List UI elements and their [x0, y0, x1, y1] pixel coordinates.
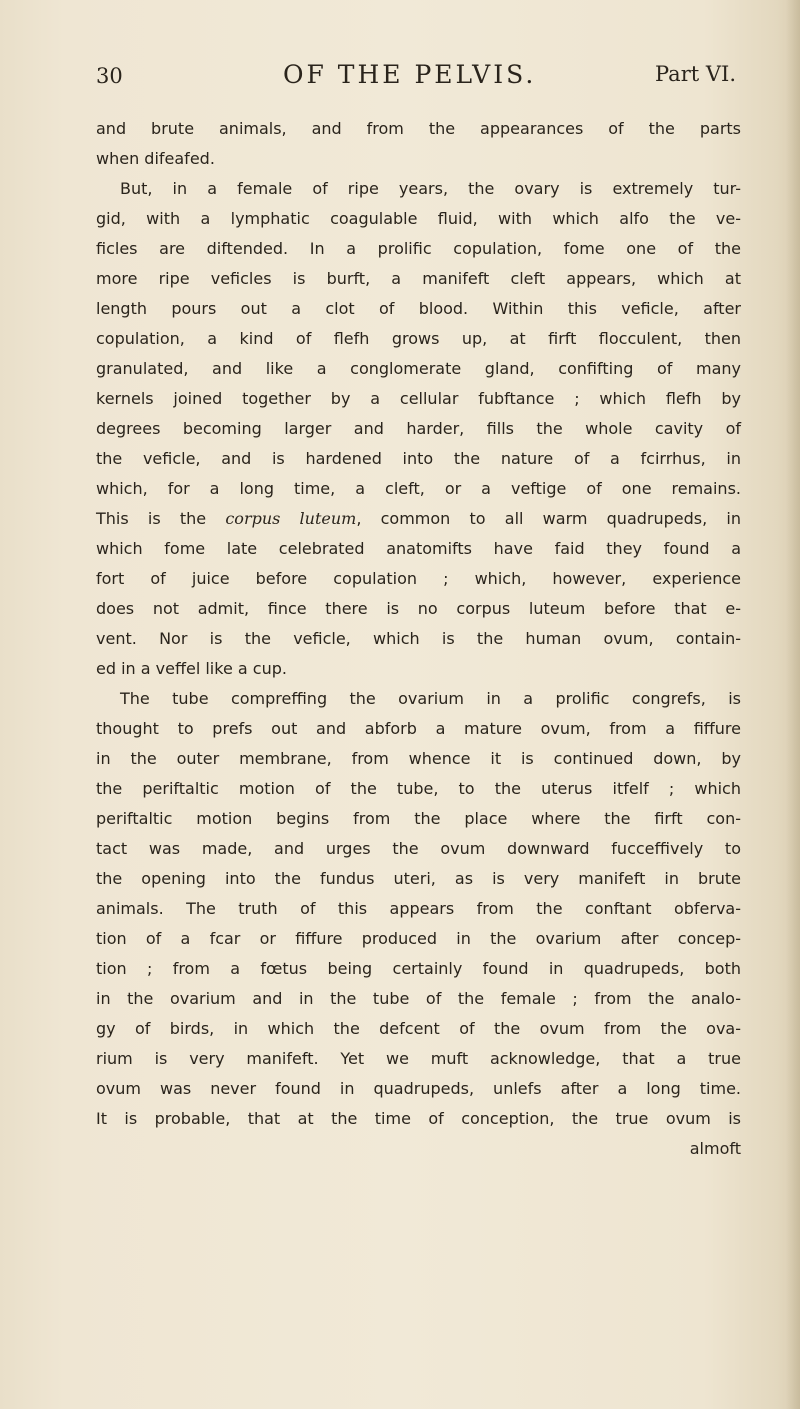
- text-line: length pours out a clot of blood. Within this veficle, after: [96, 299, 741, 318]
- text-line: tact was made, and urges the ovum downward fucceffively to: [96, 839, 741, 858]
- text-line: gid, with a lymphatic coagulable fluid, with which alfo the ve-: [96, 209, 741, 228]
- text-line: the periftaltic motion of the tube, to the uterus itfelf ; which: [96, 779, 741, 798]
- text-line: granulated, and like a conglomerate gland, confifting of many: [96, 359, 741, 378]
- text-line: gy of birds, in which the defcent of the ovum from the ova-: [96, 1019, 741, 1038]
- italic-term: corpus luteum: [225, 509, 357, 528]
- text-line: But, in a female of ripe years, the ovary is extremely tur-: [120, 179, 741, 198]
- text-line: animals. The truth of this appears from the conftant obferva-: [96, 899, 741, 918]
- page-edge-shadow: [786, 0, 800, 1409]
- part-label: Part VI.: [655, 62, 736, 86]
- text-line: ficles are diftended. In a prolific copulation, fome one of the: [96, 239, 741, 258]
- page-number: 30: [96, 64, 123, 88]
- text-line: and brute animals, and from the appearances of the parts: [96, 119, 741, 138]
- text-line: rium is very manifeft. Yet we muft acknowledge, that a true: [96, 1049, 741, 1068]
- text-line: [96, 504, 741, 534]
- text-segment: , common to all warm quadrupeds, in: [356, 509, 741, 528]
- text-line: ovum was never found in quadrupeds, unlefs after a long time.: [96, 1079, 741, 1098]
- text-line: which, for a long time, a cleft, or a veftige of one remains.: [96, 479, 741, 498]
- text-line: thought to prefs out and abforb a mature ovum, from a fiffure: [96, 719, 741, 738]
- text-line: kernels joined together by a cellular fubftance ; which flefh by: [96, 389, 741, 408]
- text-line: vent. Nor is the veficle, which is the human ovum, contain-: [96, 629, 741, 648]
- text-segment: This is the: [96, 509, 226, 528]
- text-line: tion of a fcar or fiffure produced in the ovarium after concep-: [96, 929, 741, 948]
- text-line: which fome late celebrated anatomifts have faid they found a: [96, 539, 741, 558]
- text-line: ed in a veffel like a cup.: [96, 659, 287, 678]
- text-line: in the outer membrane, from whence it is continued down, by: [96, 749, 741, 768]
- text-line: degrees becoming larger and harder, fills the whole cavity of: [96, 419, 741, 438]
- text-line: fort of juice before copulation ; which, however, experience: [96, 569, 741, 588]
- text-line: periftaltic motion begins from the place where the firft con-: [96, 809, 741, 828]
- running-title: OF THE PELVIS.: [283, 60, 537, 89]
- text-line: tion ; from a fœtus being certainly found in quadrupeds, both: [96, 959, 741, 978]
- text-line: in the ovarium and in the tube of the female ; from the analo-: [96, 989, 741, 1008]
- text-line: the veficle, and is hardened into the nature of a fcirrhus, in: [96, 449, 741, 468]
- text-line: copulation, a kind of flefh grows up, at firft flocculent, then: [96, 329, 741, 348]
- text-line: more ripe veficles is burft, a manifeft cleft appears, which at: [96, 269, 741, 288]
- text-line: It is probable, that at the time of conception, the true ovum is: [96, 1109, 741, 1128]
- text-line: the opening into the fundus uteri, as is very manifeft in brute: [96, 869, 741, 888]
- text-line: when difeafed.: [96, 149, 215, 168]
- text-line: almoft: [689, 1139, 741, 1158]
- text-line: does not admit, fince there is no corpus luteum before that e-: [96, 599, 741, 618]
- text-line: The tube compreffing the ovarium in a prolific congrefs, is: [120, 689, 741, 708]
- page-header: [96, 60, 736, 100]
- body-text: [96, 114, 741, 1164]
